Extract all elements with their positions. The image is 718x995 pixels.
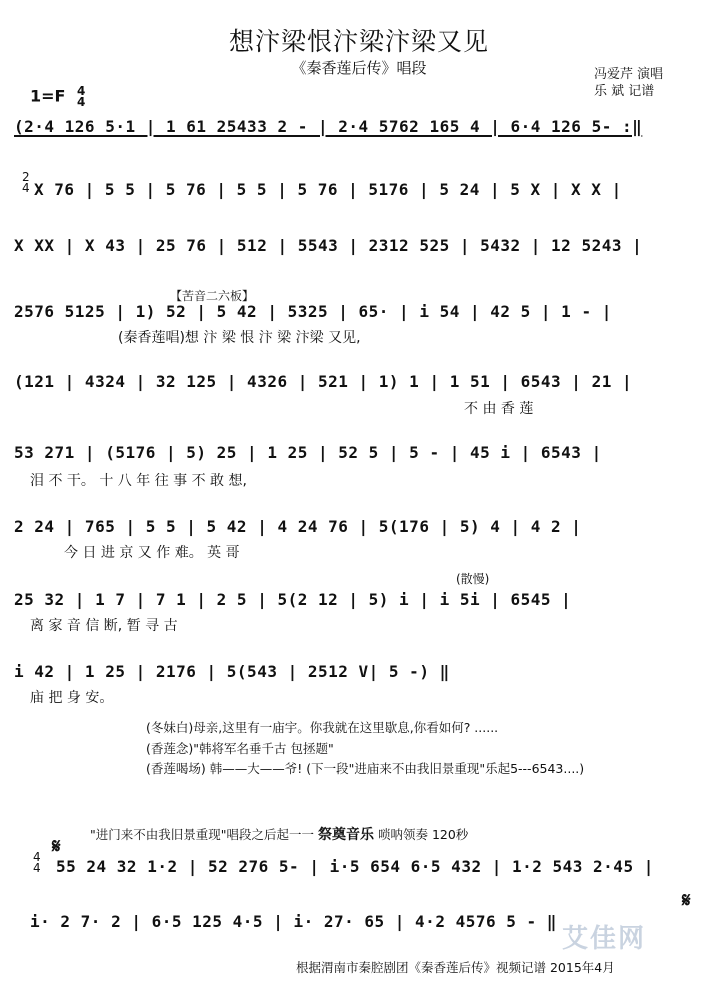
lyrics-line-6: 庙 把 身 安。 (30, 690, 114, 706)
lyrics-line-2: 不 由 香 莲 (464, 401, 534, 417)
key-signature (30, 86, 85, 108)
subtitle: 《秦香莲后传》唱段 (291, 59, 427, 77)
time-bottom: 4 (77, 95, 86, 109)
time-signature (77, 86, 85, 108)
music-line-8: 25 32 | 1 7 | 7 1 | 2 5 | 5(2 12 | 5) i | i 5i | 6545 | (14, 590, 572, 609)
credit-transcriber: 乐 斌 记谱 (594, 84, 655, 99)
lyrics-line-3: 泪 不 干。 十 八 年 往 事 不 敢 想, (30, 473, 247, 489)
lyrics-line-5: 离 家 音 信 断, 暂 寻 古 (30, 618, 178, 634)
music-line-5: (121 | 4324 | 32 125 | 4326 | 521 | 1) 1 | 1 51 | 6543 | 21 | (14, 372, 633, 391)
note-3: (香莲喝场) 韩——大——爷! (下一段"进庙来不由我旧景重现"乐起5---6543....) (146, 761, 585, 776)
music-line-2: X 76 | 5 5 | 5 76 | 5 5 | 5 76 | 5176 | 5 24 | 5 X | X X | (34, 180, 622, 199)
segno-mark: 𝄋 (52, 834, 61, 858)
footer-note: 根据渭南市秦腔剧团《秦香莲后传》视频记谱 2015年4月 (296, 960, 615, 975)
banqiang-label: 【苦音二六板】 (170, 289, 255, 303)
title: 想汴梁恨汴梁汴梁又见 (228, 27, 489, 56)
music-line-7: 2 24 | 765 | 5 5 | 5 42 | 4 24 76 | 5(176 | 5) 4 | 4 2 | (14, 517, 582, 536)
music-line-11: i· 2 7· 2 | 6·5 125 4·5 | i· 27· 65 | 4·2 4576 5 - ‖ (30, 912, 557, 931)
credit-singer: 冯爱芹 演唱 (594, 67, 664, 82)
music-line-6: 53 271 | (5176 | 5) 25 | 1 25 | 52 5 | 5 - | 45 i | 6543 | (14, 443, 602, 462)
section-tail: 唢呐领奏 120秒 (377, 827, 469, 842)
music-line-4: 2576 5125 | 1) 52 | 5 42 | 5325 | 65· | i 54 | 42 5 | 1 - | (14, 302, 612, 321)
section-heading (90, 824, 468, 844)
music-line-1: (2·4 126 5·1 | 1 61 25433 2 - | 2·4 5762 165 4 | 6·4 126 5- :‖ (14, 117, 643, 136)
key-label: 1=F (30, 86, 66, 106)
music-line-3: X XX | X 43 | 25 76 | 512 | 5543 | 2312 525 | 5432 | 12 5243 | (14, 236, 643, 255)
section-name: 祭奠音乐 (317, 827, 374, 843)
lyrics-line-4: 今 日 进 京 又 作 难。 英 哥 (64, 545, 240, 561)
time-sig-44: 4 4 (33, 850, 41, 875)
music-line-10: 55 24 32 1·2 | 52 276 5- | i·5 654 6·5 432 | 1·2 543 2·45 | (56, 857, 654, 876)
segno-mark-end: 𝄋 (682, 888, 691, 912)
time-sig-24: 2 4 (22, 170, 30, 195)
watermark: 艾佳网 (562, 924, 647, 954)
lyrics-line-1: (秦香莲唱)想 汴 梁 恨 汴 梁 汴梁 又见, (118, 330, 361, 346)
time-top: 4 (77, 84, 86, 98)
note-1: (冬妹白)母亲,这里有一庙宇。你我就在这里歇息,你看如何? ...... (146, 720, 499, 735)
sanman-label: (散慢) (456, 572, 490, 586)
credits (594, 66, 663, 100)
section-lead: "进门来不由我旧景重现"唱段之后起一一 (90, 827, 314, 842)
music-line-9: i 42 | 1 25 | 2176 | 5(543 | 2512 V| 5 -) ‖ (14, 662, 450, 681)
note-2: (香莲念)"韩将军名垂千古 包拯题" (146, 741, 334, 756)
